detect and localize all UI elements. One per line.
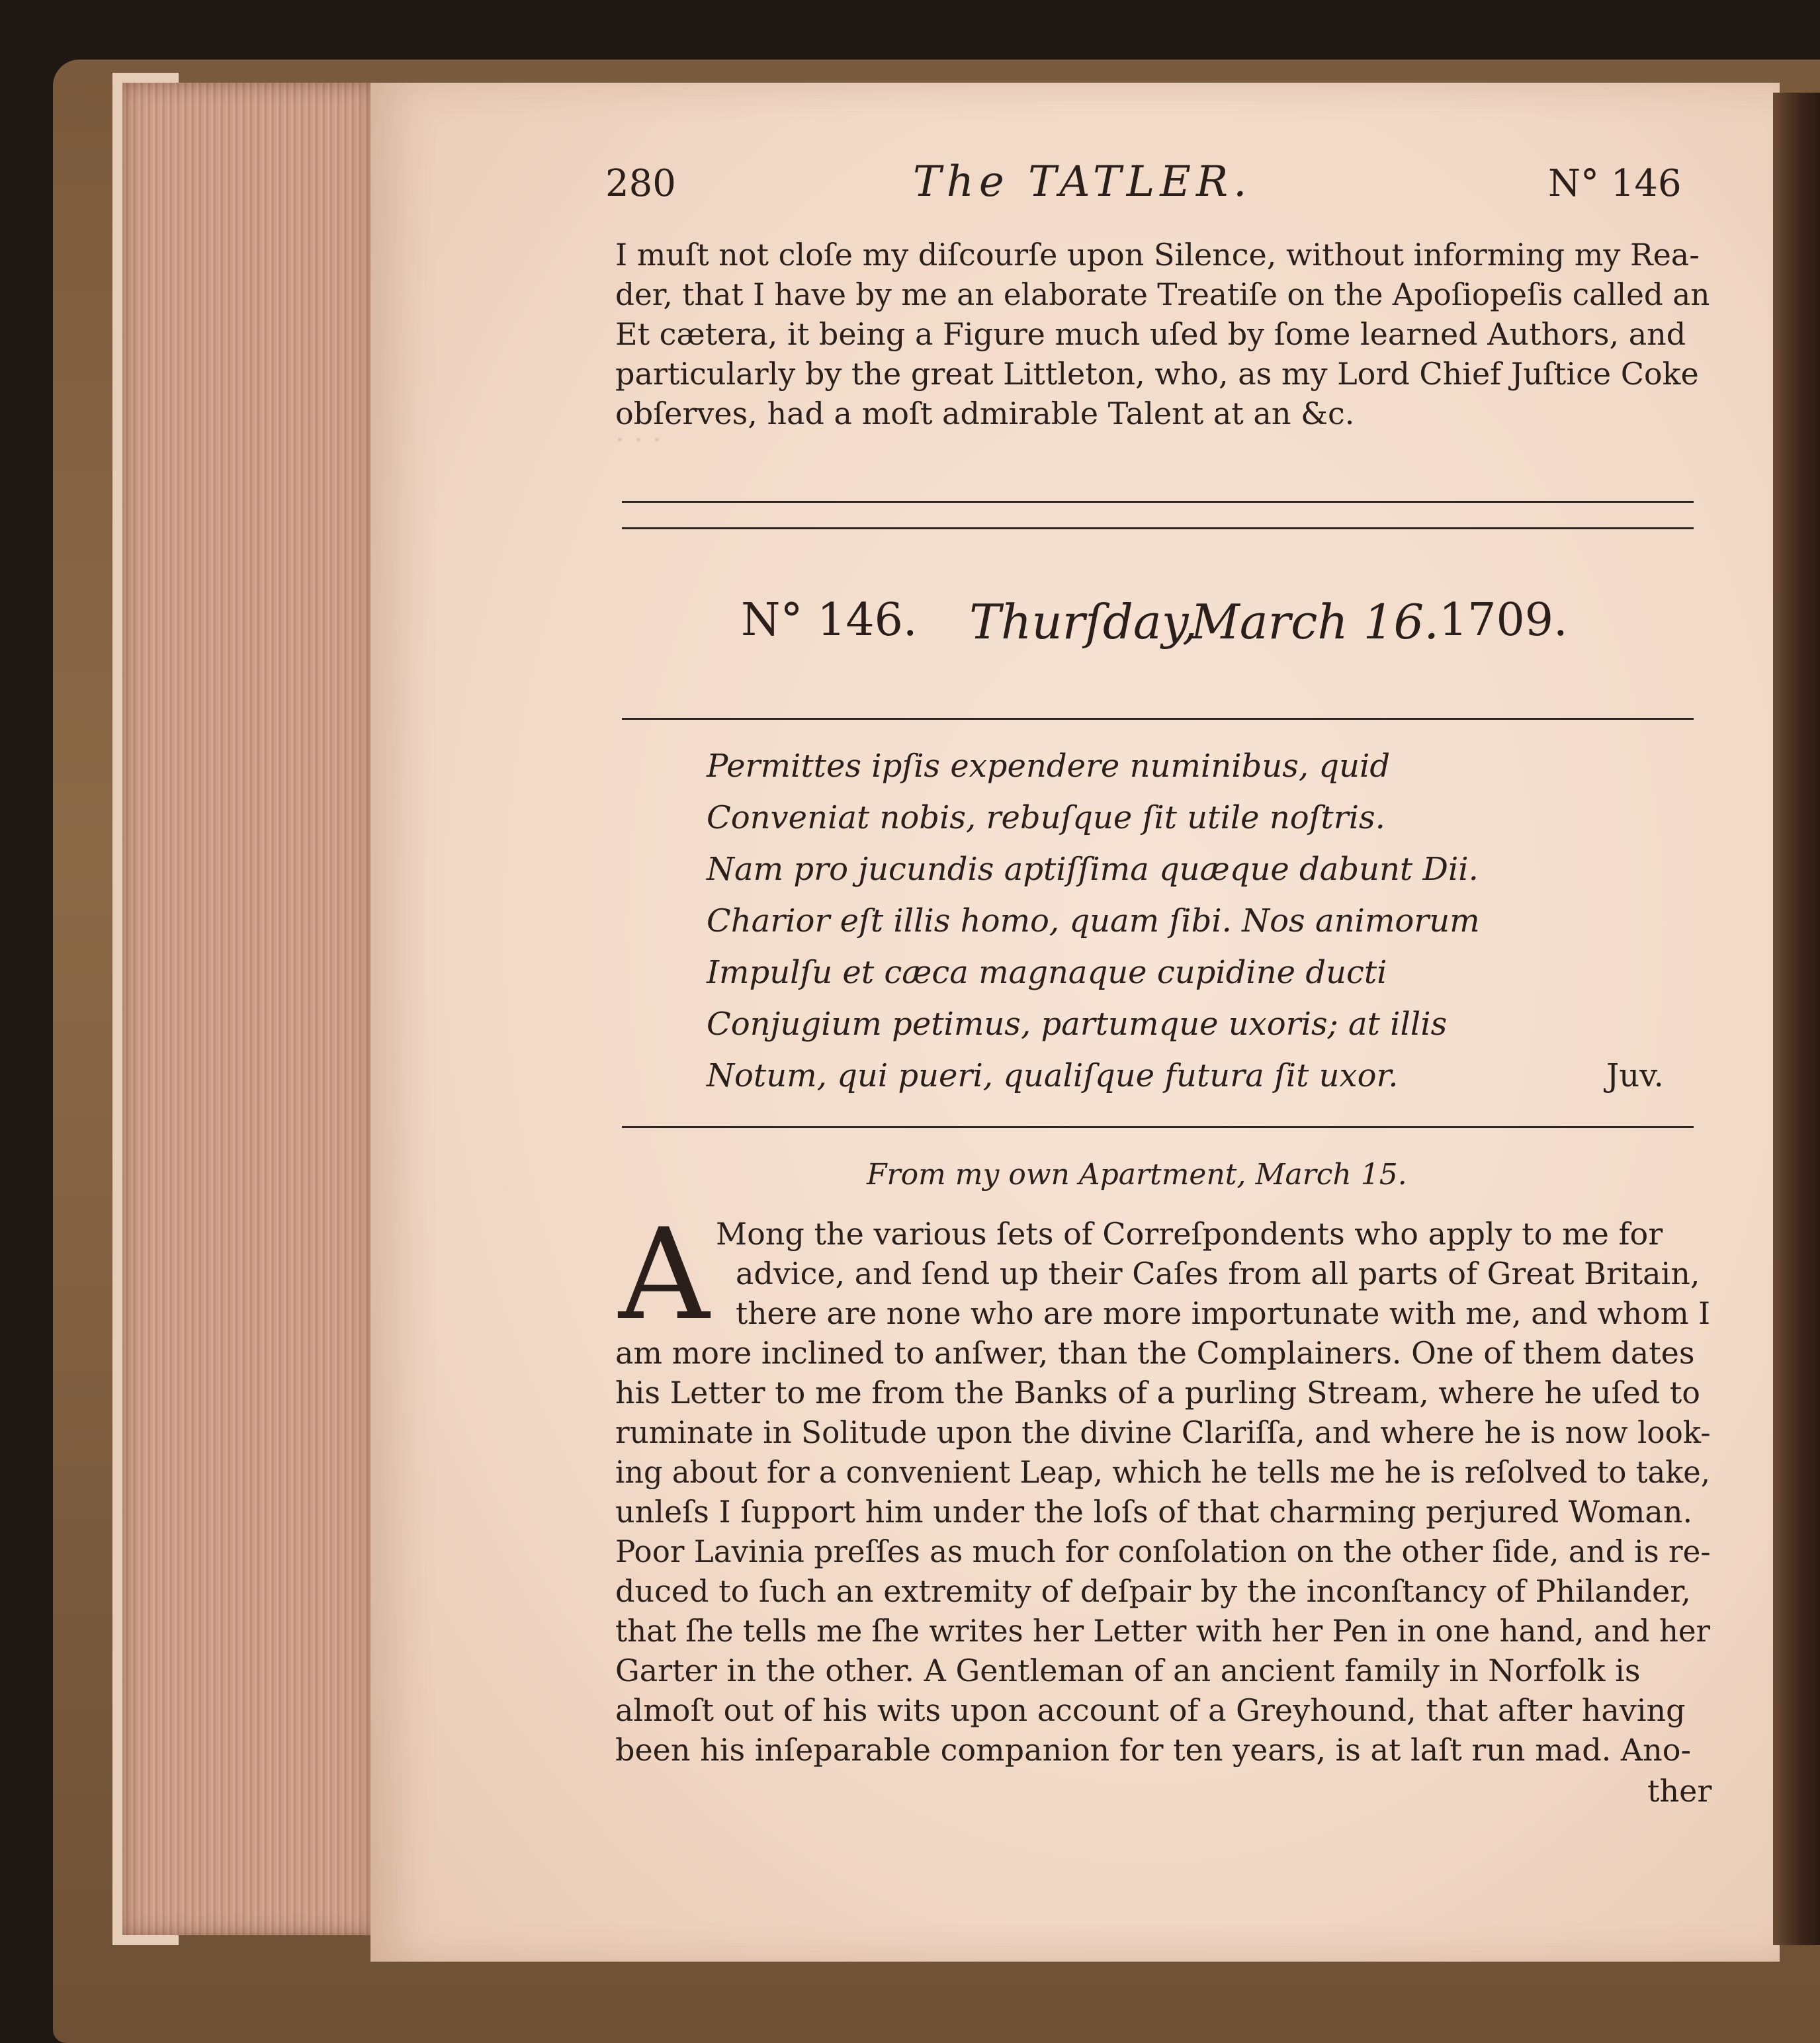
epigraph-line: Charior eſt illis homo, quam ſibi. Nos animorum [707, 902, 1480, 939]
article-line: Mong the various ſets of Correſpondents who apply to me for [716, 1216, 1663, 1252]
section-rule [622, 718, 1694, 720]
issue-masthead-date: March 16. [1191, 594, 1440, 650]
issue-number: N° 146 [1548, 162, 1682, 205]
continuation-line: obſerves, had a moſt admirable Talent at an &c. [615, 396, 1355, 431]
article-line: there are none who are more importunate with me, and whom I [736, 1295, 1711, 1331]
page-number: 280 [605, 162, 676, 205]
epigraph-line: Nam pro jucundis aptiſſima quæque dabunt Dii. [707, 851, 1479, 888]
continuation-line: Et cætera, it being a Figure much uſed by ſome learned Authors, and [615, 316, 1686, 352]
epigraph-line: Permittes ipſis expendere numinibus, quid [707, 748, 1391, 785]
article-line: advice, and ſend up their Caſes from all parts of Great Britain, [736, 1256, 1700, 1291]
issue-masthead-year: 1709. [1439, 594, 1568, 646]
article-line: am more inclined to anſwer, than the Complainers. One of them dates [615, 1335, 1695, 1371]
article-line: unleſs I ſupport him under the loſs of that charming perjured Woman. [615, 1494, 1693, 1530]
section-rule [622, 1126, 1694, 1128]
epigraph-line: Conjugium petimus, partumque uxoris; at illis [707, 1006, 1448, 1043]
article-line: almoſt out of his wits upon account of a Greyhound, that after having [615, 1692, 1686, 1728]
catchword: ther [1647, 1773, 1712, 1809]
show-through-text: · · · [615, 423, 662, 457]
article-line: that ſhe tells me ſhe writes her Letter with her Pen in one hand, and her [615, 1613, 1711, 1649]
article-line: ing about for a convenient Leap, which he tells me he is reſolved to take, [615, 1454, 1710, 1490]
article-line: Poor Lavinia preſſes as much for conſolation on the other ſide, and is re- [615, 1534, 1711, 1569]
article-line: Garter in the other. A Gentleman of an ancient family in Norfolk is [615, 1653, 1641, 1688]
article-line: been his inſeparable companion for ten years, is at laſt run mad. Ano- [615, 1732, 1691, 1768]
issue-masthead-day: Thurſday, [969, 594, 1197, 650]
continuation-line: particularly by the great Littleton, who, as my Lord Chief Juſtice Coke [615, 356, 1699, 392]
page-fore-edge [122, 83, 374, 1935]
running-title: The TATLER. [913, 157, 1252, 206]
epigraph-line: Conveniat nobis, rebuſque ſit utile noſtris. [707, 799, 1385, 836]
issue-masthead-number: N° 146. [741, 594, 918, 646]
epigraph-line: Notum, qui pueri, qualiſque futura ſit uxor. [707, 1057, 1399, 1094]
epigraph-attribution: Juv. [1606, 1057, 1664, 1094]
dateline: From my own Apartment, March 15. [867, 1158, 1407, 1192]
epigraph-line: Impulſu et cæca magnaque cupidine ducti [707, 954, 1387, 991]
drop-cap: A [619, 1201, 710, 1348]
section-rule [622, 501, 1694, 503]
article-line: his Letter to me from the Banks of a purling Stream, where he uſed to [615, 1375, 1700, 1411]
article-line: duced to ſuch an extremity of deſpair by the inconſtancy of Philander, [615, 1573, 1691, 1609]
continuation-line: I muſt not cloſe my diſcourſe upon Silence, without informing my Rea- [615, 237, 1700, 273]
book-gutter [1773, 93, 1820, 1945]
article-line: ruminate in Solitude upon the divine Clariſſa, and where he is now look- [615, 1414, 1711, 1450]
section-rule [622, 527, 1694, 529]
continuation-line: der, that I have by me an elaborate Treatiſe on the Apoſiopeſis called an [615, 277, 1710, 312]
